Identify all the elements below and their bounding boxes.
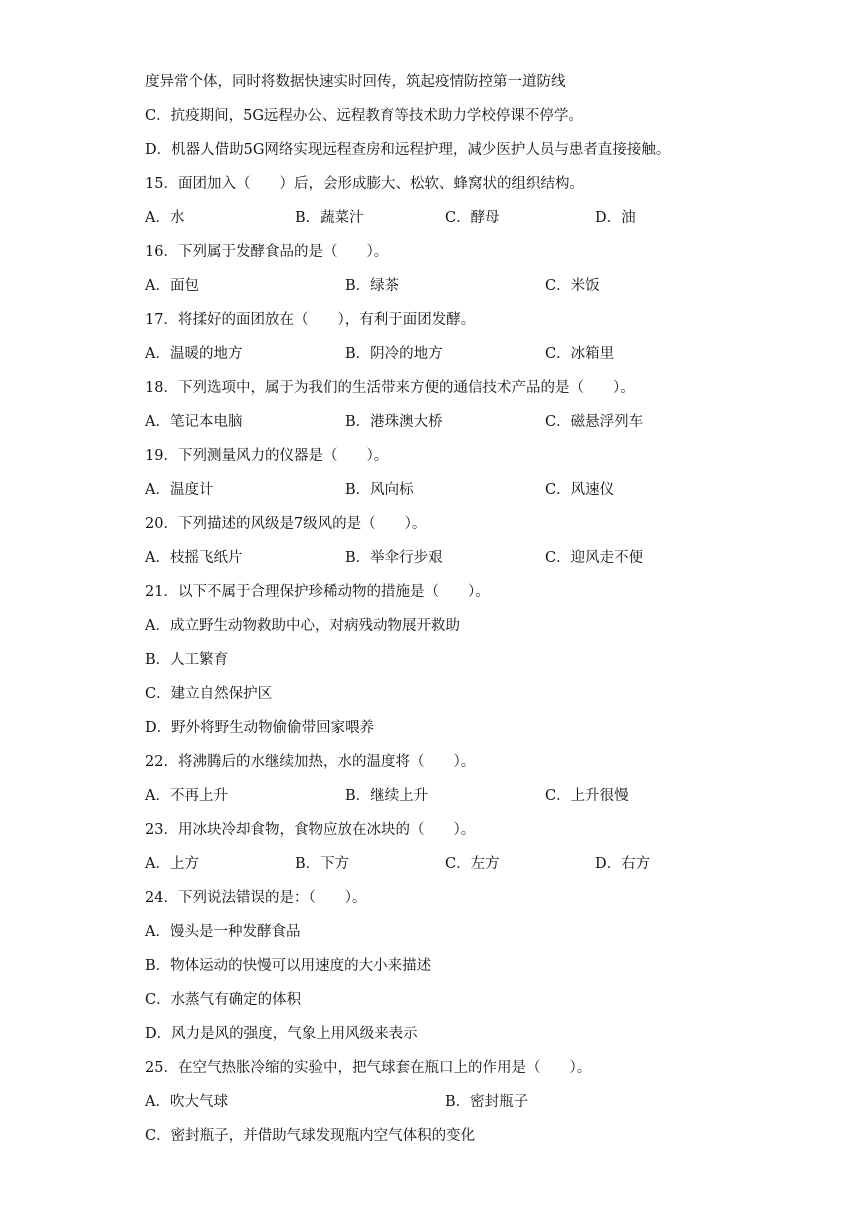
question-22-option-b: B．继续上升 <box>345 788 429 804</box>
question-23-option-c: C．左方 <box>445 856 500 872</box>
question-19-option-c: C．风速仪 <box>545 482 615 498</box>
question-23-stem: 23．用冰块冷却食物，食物应放在冰块的（ ）。 <box>145 822 476 838</box>
question-15-option-b: B．蔬菜汁 <box>295 210 364 226</box>
question-19-option-a: A．温度计 <box>145 482 214 498</box>
question-22-stem: 22．将沸腾后的水继续加热，水的温度将（ ）。 <box>145 754 476 770</box>
question-17-option-c: C．冰箱里 <box>545 346 615 362</box>
question-23-option-a: A．上方 <box>145 856 199 872</box>
question-21-option-d: D．野外将野生动物偷偷带回家喂养 <box>145 720 375 736</box>
question-15-stem: 15．面团加入（ ）后，会形成膨大、松软、蜂窝状的组织结构。 <box>145 176 584 192</box>
question-21-option-b: B．人工繁育 <box>145 652 229 668</box>
continued-text: 度异常个体，同时将数据快速实时回传，筑起疫情防控第一道防线 <box>145 74 566 90</box>
question-18-option-a: A．笔记本电脑 <box>145 414 243 430</box>
question-16-option-b: B．绿茶 <box>345 278 400 294</box>
question-20-option-b: B．举伞行步艰 <box>345 550 443 566</box>
question-17-stem: 17．将揉好的面团放在（ ），有利于面团发酵。 <box>145 312 476 328</box>
question-15-option-c: C．酵母 <box>445 210 500 226</box>
question-24-stem: 24．下列说法错误的是：（ ）。 <box>145 890 367 906</box>
option-c: C．抗疫期间，5G远程办公、远程教育等技术助力学校停课不停学。 <box>145 108 583 124</box>
question-20-stem: 20．下列描述的风级是7级风的是（ ）。 <box>145 516 427 532</box>
question-25-stem: 25．在空气热胀冷缩的实验中，把气球套在瓶口上的作用是（ ）。 <box>145 1060 592 1076</box>
question-25-option-b: B．密封瓶子 <box>445 1094 529 1110</box>
question-24-option-a: A．馒头是一种发酵食品 <box>145 924 301 940</box>
question-16-option-a: A．面包 <box>145 278 199 294</box>
question-23-option-b: B．下方 <box>295 856 350 872</box>
question-15-option-d: D．油 <box>595 210 636 226</box>
question-18-stem: 18．下列选项中，属于为我们的生活带来方便的通信技术产品的是（ ）。 <box>145 380 635 396</box>
question-22-option-a: A．不再上升 <box>145 788 228 804</box>
question-16-stem: 16．下列属于发酵食品的是（ ）。 <box>145 244 389 260</box>
question-19-option-b: B．风向标 <box>345 482 414 498</box>
question-18-option-c: C．磁悬浮列车 <box>545 414 644 430</box>
question-16-option-c: C．米饭 <box>545 278 600 294</box>
question-24-option-b: B．物体运动的快慢可以用速度的大小来描述 <box>145 958 432 974</box>
question-24-option-c: C．水蒸气有确定的体积 <box>145 992 302 1008</box>
question-20-option-c: C．迎风走不便 <box>545 550 644 566</box>
question-18-option-b: B．港珠澳大桥 <box>345 414 443 430</box>
question-24-option-d: D．风力是风的强度，气象上用风级来表示 <box>145 1026 418 1042</box>
question-19-stem: 19．下列测量风力的仪器是（ ）。 <box>145 448 389 464</box>
question-23-option-d: D．右方 <box>595 856 651 872</box>
question-17-option-b: B．阴冷的地方 <box>345 346 443 362</box>
question-15-option-a: A．水 <box>145 210 185 226</box>
question-17-option-a: A．温暖的地方 <box>145 346 243 362</box>
question-22-option-c: C．上升很慢 <box>545 788 629 804</box>
question-25-option-c: C．密封瓶子，并借助气球发现瓶内空气体积的变化 <box>145 1128 476 1144</box>
question-20-option-a: A．枝摇飞纸片 <box>145 550 243 566</box>
question-21-option-c: C．建立自然保护区 <box>145 686 273 702</box>
question-21-option-a: A．成立野生动物救助中心，对病残动物展开救助 <box>145 618 460 634</box>
option-d: D．机器人借助5G网络实现远程查房和远程护理，减少医护人员与患者直接接触。 <box>145 142 671 158</box>
question-21-stem: 21．以下不属于合理保护珍稀动物的措施是（ ）。 <box>145 584 490 600</box>
question-25-option-a: A．吹大气球 <box>145 1094 228 1110</box>
